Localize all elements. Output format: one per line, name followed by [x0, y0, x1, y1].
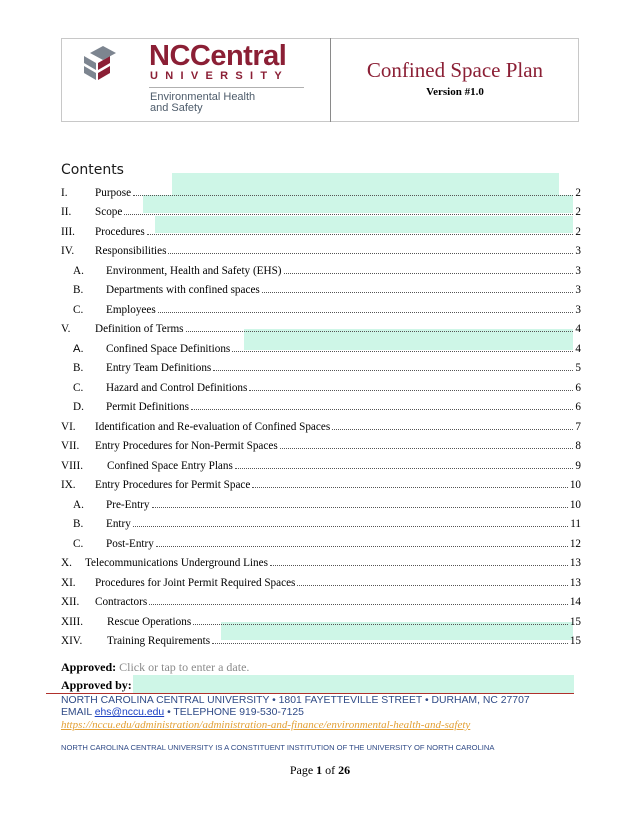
- page-current: 1: [316, 763, 323, 777]
- toc-number: X.: [61, 557, 72, 569]
- toc-page: 5: [575, 362, 581, 374]
- table-of-contents: [61, 179, 581, 647]
- toc-page: 3: [575, 245, 581, 257]
- email-label: EMAIL: [61, 707, 92, 718]
- plan-version: Version #1.0: [426, 86, 484, 98]
- toc-page: 7: [575, 420, 581, 433]
- toc-leader: [297, 584, 567, 586]
- toc-leader: [270, 564, 568, 566]
- toc-number: A.: [73, 498, 84, 511]
- toc-entry[interactable]: [61, 511, 581, 531]
- toc-page: 3: [575, 264, 581, 277]
- toc-page: 14: [569, 596, 581, 608]
- toc-leader: [191, 408, 573, 410]
- toc-page: 10: [569, 479, 581, 491]
- toc-label: Confined Space Definitions: [106, 342, 231, 355]
- website-link[interactable]: https://nccu.edu/administration/administration-and-finance/environmental-health-and-safety: [61, 719, 471, 731]
- toc-label: Telecommunications Underground Lines: [85, 557, 268, 569]
- toc-label: Environment, Health and Safety (EHS): [106, 264, 282, 277]
- toc-label: Departments with confined spaces: [106, 284, 260, 296]
- page-of: of: [325, 763, 336, 777]
- toc-label: Permit Definitions: [106, 401, 189, 413]
- brand-subtitle: UNIVERSITY: [150, 70, 290, 82]
- toc-leader: [252, 486, 567, 488]
- footer-address: NORTH CAROLINA CENTRAL UNIVERSITY • 1801 FAYETTEVILLE STREET • DURHAM, NC 27707: [61, 695, 530, 706]
- toc-label: Purpose: [95, 186, 132, 199]
- header-divider: [330, 38, 331, 122]
- toc-page: 13: [569, 557, 581, 569]
- toc-entry[interactable]: [61, 257, 581, 277]
- institution-note: NORTH CAROLINA CENTRAL UNIVERSITY IS A CONSTITUENT INSTITUTION OF THE UNIVERSITY OF NORTH CAROLINA: [61, 743, 495, 752]
- approved-by-label: Approved by:: [61, 678, 132, 692]
- toc-leader: [152, 506, 568, 508]
- toc-number: XIV.: [61, 635, 83, 647]
- toc-page: 6: [575, 401, 581, 413]
- toc-page: 2: [575, 206, 581, 218]
- toc-leader: [147, 233, 574, 235]
- plan-title: Confined Space Plan: [366, 58, 544, 82]
- toc-label: Responsibilities: [95, 245, 167, 257]
- toc-leader: [235, 467, 574, 469]
- toc-leader: [133, 525, 568, 527]
- toc-page: 3: [575, 284, 581, 296]
- brand-divider: [149, 87, 304, 88]
- toc-leader: [262, 291, 574, 293]
- toc-number: V.: [61, 323, 71, 335]
- footer-divider: [46, 693, 574, 694]
- toc-entry[interactable]: [61, 550, 581, 570]
- toc-entry[interactable]: [61, 413, 581, 433]
- toc-entry[interactable]: [61, 374, 581, 394]
- toc-leader: [249, 389, 573, 391]
- toc-page: 8: [575, 440, 581, 452]
- approved-label: Approved:: [61, 660, 117, 674]
- toc-leader: [156, 545, 568, 547]
- toc-entry[interactable]: [61, 316, 581, 336]
- toc-entry[interactable]: [61, 569, 581, 589]
- contents-heading: Contents: [61, 162, 124, 178]
- toc-page: 3: [575, 303, 581, 316]
- toc-leader: [212, 642, 568, 644]
- department-name: [150, 92, 255, 114]
- toc-leader: [124, 213, 573, 215]
- toc-label: Contractors: [95, 596, 148, 608]
- toc-number: D.: [73, 401, 84, 413]
- toc-label: Pre-Entry: [106, 498, 150, 511]
- toc-entry[interactable]: [61, 355, 581, 375]
- toc-leader: [213, 369, 573, 371]
- toc-entry[interactable]: [61, 277, 581, 297]
- toc-leader: [168, 252, 573, 254]
- toc-page: 12: [569, 537, 581, 550]
- toc-entry[interactable]: [61, 530, 581, 550]
- toc-entry[interactable]: [61, 394, 581, 414]
- toc-number: B.: [73, 284, 84, 296]
- toc-page: 11: [570, 518, 581, 530]
- toc-leader: [280, 447, 574, 449]
- toc-page: 2: [575, 186, 581, 199]
- toc-entry[interactable]: [61, 296, 581, 316]
- approved-date-line: [61, 660, 249, 675]
- toc-label: Training Requirements: [107, 635, 211, 647]
- toc-label: Procedures for Joint Permit Required Spaces: [95, 576, 296, 589]
- toc-number: B.: [73, 362, 84, 374]
- email-link[interactable]: ehs@nccu.edu: [94, 707, 165, 718]
- toc-entry[interactable]: [61, 238, 581, 258]
- toc-label: Post-Entry: [106, 537, 154, 550]
- toc-number: C.: [73, 381, 84, 394]
- toc-entry[interactable]: [61, 472, 581, 492]
- toc-label: Employees: [106, 303, 156, 316]
- page-total: 26: [338, 763, 351, 777]
- telephone: • TELEPHONE 919-530-7125: [167, 707, 304, 718]
- date-picker-field[interactable]: Click or tap to enter a date.: [119, 660, 250, 674]
- toc-entry[interactable]: [61, 335, 581, 355]
- toc-entry[interactable]: [61, 433, 581, 453]
- page-prefix: Page: [289, 763, 314, 777]
- toc-entry[interactable]: [61, 452, 581, 472]
- page-number: [0, 763, 640, 778]
- toc-page: 4: [575, 342, 581, 355]
- highlight-overlay: [133, 675, 574, 693]
- toc-page: 15: [569, 635, 581, 647]
- toc-label: Procedures: [95, 225, 145, 238]
- toc-page: 10: [569, 498, 581, 511]
- toc-label: Identification and Re-evaluation of Confined Spaces: [95, 420, 331, 433]
- toc-number: VI.: [61, 420, 76, 433]
- toc-number: C.: [73, 537, 84, 550]
- toc-entry[interactable]: [61, 589, 581, 609]
- toc-number: A.: [73, 342, 84, 355]
- department-line-2: and Safety: [150, 102, 203, 114]
- toc-number: XI.: [61, 576, 76, 589]
- toc-entry[interactable]: [61, 218, 581, 238]
- toc-label: Confined Space Entry Plans: [107, 459, 233, 472]
- toc-leader: [193, 623, 568, 625]
- toc-entry[interactable]: [61, 628, 581, 648]
- toc-page: 6: [575, 381, 581, 394]
- toc-number: XIII.: [61, 615, 84, 628]
- toc-label: Definition of Terms: [95, 323, 184, 335]
- toc-label: Rescue Operations: [107, 615, 192, 628]
- toc-page: 9: [575, 459, 581, 472]
- toc-number: IV.: [61, 245, 75, 257]
- toc-leader: [186, 330, 574, 332]
- toc-leader: [332, 428, 573, 430]
- toc-entry[interactable]: [61, 179, 581, 199]
- toc-leader: [133, 194, 573, 196]
- toc-number: IX.: [61, 479, 76, 491]
- toc-number: C.: [73, 303, 84, 316]
- toc-label: Entry: [106, 518, 131, 530]
- toc-label: Hazard and Control Definitions: [106, 381, 248, 394]
- toc-page: 2: [575, 225, 581, 238]
- toc-entry[interactable]: [61, 199, 581, 219]
- toc-number: I.: [61, 186, 68, 199]
- toc-number: VIII.: [61, 459, 84, 472]
- toc-label: Entry Team Definitions: [106, 362, 212, 374]
- toc-number: II.: [61, 206, 72, 218]
- toc-label: Entry Procedures for Non-Permit Spaces: [95, 440, 278, 452]
- toc-number: VII.: [61, 440, 80, 452]
- toc-page: 4: [575, 323, 581, 335]
- toc-leader: [232, 350, 573, 352]
- toc-entry[interactable]: [61, 608, 581, 628]
- toc-number: A.: [73, 264, 84, 277]
- toc-leader: [158, 311, 574, 313]
- toc-number: XII.: [61, 596, 80, 608]
- toc-number: III.: [61, 225, 75, 238]
- toc-label: Scope: [95, 206, 123, 218]
- toc-page: 13: [569, 576, 581, 589]
- toc-entry[interactable]: [61, 491, 581, 511]
- toc-label: Entry Procedures for Permit Space: [95, 479, 251, 491]
- toc-leader: [284, 272, 574, 274]
- university-logo-icon: [84, 46, 128, 86]
- brand-name: NCCentral: [149, 40, 287, 72]
- toc-page: 15: [569, 615, 581, 628]
- footer-contact: [61, 707, 304, 718]
- toc-number: B.: [73, 518, 84, 530]
- toc-leader: [149, 603, 568, 605]
- department-line-1: Environmental Health: [150, 91, 256, 103]
